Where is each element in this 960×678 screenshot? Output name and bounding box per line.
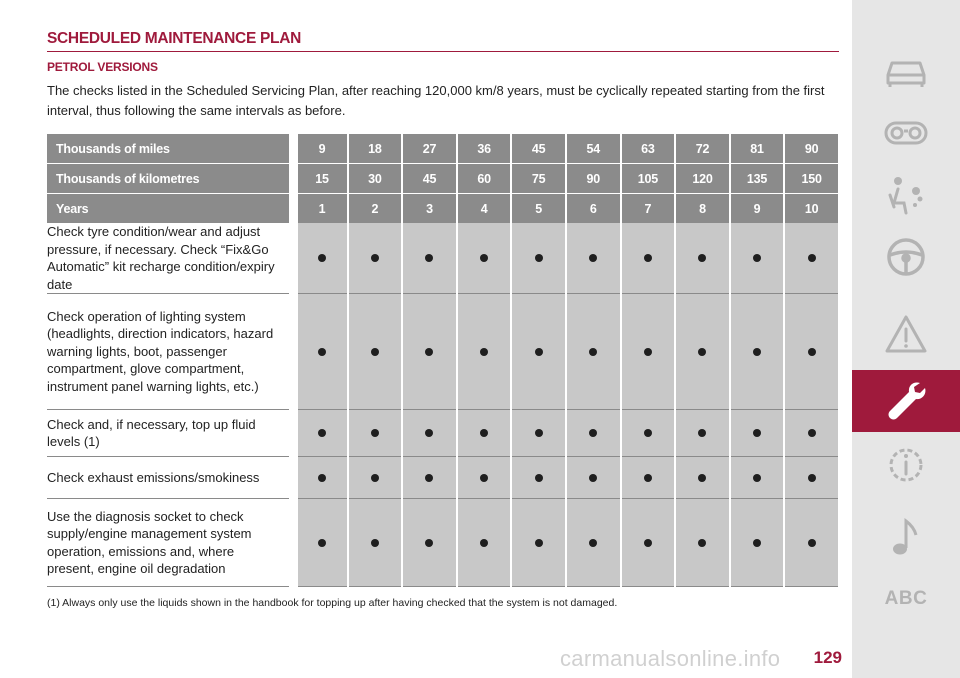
table-header-row	[47, 134, 839, 164]
check-dot-icon	[480, 539, 488, 547]
check-dot-icon	[535, 474, 543, 482]
check-cell	[402, 223, 457, 294]
check-cell	[675, 294, 730, 410]
watermark: carmanualsonline.info	[560, 646, 781, 671]
header-interval-value: 150	[784, 164, 839, 194]
check-dot-icon	[644, 254, 652, 262]
header-interval-value: 27	[402, 134, 457, 164]
header-interval-value: 105	[621, 164, 676, 194]
table-row	[47, 294, 839, 410]
header-interval-value: 90	[566, 164, 621, 194]
header-interval-value: 45	[511, 134, 566, 164]
header-interval-value: 3	[402, 194, 457, 224]
header-interval-value: 2	[348, 194, 403, 224]
check-dot-icon	[318, 348, 326, 356]
table-row	[47, 223, 839, 294]
check-cell	[566, 223, 621, 294]
check-dot-icon	[644, 429, 652, 437]
check-dot-icon	[535, 254, 543, 262]
check-dot-icon	[589, 254, 597, 262]
chapter-sidebar	[852, 0, 960, 678]
check-dot-icon	[698, 539, 706, 547]
header-interval-value: 30	[348, 164, 403, 194]
header-row-label: Thousands of kilometres	[47, 164, 293, 194]
check-dot-icon	[753, 539, 761, 547]
page-title: SCHEDULED MAINTENANCE PLAN	[47, 30, 839, 52]
check-dot-icon	[318, 254, 326, 262]
steering-wheel-icon	[884, 235, 928, 279]
check-cell	[675, 410, 730, 457]
check-cell	[621, 457, 676, 499]
check-dot-icon	[698, 474, 706, 482]
check-cell	[348, 410, 403, 457]
check-dot-icon	[425, 539, 433, 547]
check-cell	[784, 294, 839, 410]
header-interval-value: 15	[293, 164, 348, 194]
check-dot-icon	[753, 429, 761, 437]
table-row	[47, 499, 839, 587]
header-interval-value: 7	[621, 194, 676, 224]
check-cell	[730, 457, 785, 499]
check-dot-icon	[425, 348, 433, 356]
check-cell	[293, 410, 348, 457]
check-cell	[293, 457, 348, 499]
header-interval-value: 9	[293, 134, 348, 164]
table-row	[47, 457, 839, 499]
header-interval-value: 6	[566, 194, 621, 224]
check-dot-icon	[644, 474, 652, 482]
check-cell	[730, 410, 785, 457]
check-cell	[511, 294, 566, 410]
check-dot-icon	[425, 474, 433, 482]
check-cell	[675, 499, 730, 587]
header-row-label: Thousands of miles	[47, 134, 293, 164]
check-cell	[511, 499, 566, 587]
header-row-label: Years	[47, 194, 293, 224]
check-cell	[402, 499, 457, 587]
info-gear-icon	[884, 443, 928, 487]
check-dot-icon	[425, 254, 433, 262]
sidebar-item-index[interactable]	[852, 568, 960, 630]
check-cell	[457, 410, 512, 457]
check-description: Check exhaust emissions/smokiness	[47, 457, 293, 499]
check-cell	[348, 223, 403, 294]
sidebar-item-emergency[interactable]	[852, 304, 960, 366]
header-interval-value: 54	[566, 134, 621, 164]
check-dot-icon	[480, 348, 488, 356]
table-row	[47, 410, 839, 457]
check-dot-icon	[371, 254, 379, 262]
check-cell	[511, 410, 566, 457]
sidebar-item-technical-data[interactable]	[852, 434, 960, 496]
check-dot-icon	[753, 254, 761, 262]
header-interval-value: 18	[348, 134, 403, 164]
check-dot-icon	[589, 474, 597, 482]
check-cell	[730, 223, 785, 294]
check-cell	[293, 294, 348, 410]
check-cell	[566, 294, 621, 410]
seat-airbag-icon	[884, 173, 928, 217]
check-cell	[784, 499, 839, 587]
check-dot-icon	[644, 539, 652, 547]
check-dot-icon	[753, 474, 761, 482]
check-dot-icon	[371, 539, 379, 547]
check-dot-icon	[535, 429, 543, 437]
sidebar-item-maintenance[interactable]	[852, 370, 960, 432]
check-dot-icon	[698, 429, 706, 437]
header-interval-value: 135	[730, 164, 785, 194]
check-dot-icon	[371, 429, 379, 437]
warning-triangle-icon	[884, 313, 928, 357]
header-interval-value: 120	[675, 164, 730, 194]
header-interval-value: 8	[675, 194, 730, 224]
check-cell	[348, 294, 403, 410]
wrench-icon	[884, 379, 928, 423]
check-description: Use the diagnosis socket to check supply/engine management system operation, emissions and, where present, engine oil degradation	[47, 499, 293, 587]
check-cell	[621, 410, 676, 457]
sidebar-item-safety[interactable]	[852, 164, 960, 226]
music-note-icon	[884, 515, 928, 559]
check-dot-icon	[318, 474, 326, 482]
check-cell	[402, 457, 457, 499]
check-cell	[566, 410, 621, 457]
intro-paragraph: The checks listed in the Scheduled Servicing Plan, after reaching 120,000 km/8 years, must be cyclically repeated starting from the first interval, thus following the same intervals as before.	[47, 83, 825, 118]
check-cell	[566, 457, 621, 499]
check-cell	[348, 457, 403, 499]
check-dot-icon	[535, 348, 543, 356]
check-description: Check and, if necessary, top up fluid levels (1)	[47, 410, 293, 457]
check-cell	[621, 499, 676, 587]
check-cell	[402, 294, 457, 410]
sidebar-item-multimedia[interactable]	[852, 506, 960, 568]
check-cell	[402, 410, 457, 457]
header-interval-value: 45	[402, 164, 457, 194]
check-description: Check tyre condition/wear and adjust pressure, if necessary. Check “Fix&Go Automatic” kit recharge condition/expiry date	[47, 223, 293, 294]
check-cell	[730, 499, 785, 587]
check-cell	[621, 294, 676, 410]
check-cell	[293, 499, 348, 587]
sidebar-item-dashboard[interactable]	[852, 102, 960, 164]
footnote: (1) Always only use the liquids shown in the handbook for topping up after having checked that the system is not damaged.	[47, 597, 618, 609]
check-cell	[675, 223, 730, 294]
header-interval-value: 81	[730, 134, 785, 164]
check-cell	[457, 499, 512, 587]
car-icon	[884, 49, 928, 93]
table-header-row	[47, 164, 839, 194]
check-dot-icon	[318, 539, 326, 547]
check-cell	[457, 223, 512, 294]
header-interval-value: 4	[457, 194, 512, 224]
check-dot-icon	[480, 254, 488, 262]
check-dot-icon	[480, 429, 488, 437]
check-cell	[675, 457, 730, 499]
check-dot-icon	[318, 429, 326, 437]
check-dot-icon	[698, 254, 706, 262]
check-cell	[784, 457, 839, 499]
check-dot-icon	[698, 348, 706, 356]
dashboard-gauges-icon	[884, 111, 928, 155]
abc-index-icon: ABC	[884, 588, 928, 609]
check-cell	[348, 499, 403, 587]
section-subtitle: PETROL VERSIONS	[47, 60, 158, 74]
header-interval-value: 60	[457, 164, 512, 194]
header-interval-value: 36	[457, 134, 512, 164]
table-header-row	[47, 194, 839, 224]
check-dot-icon	[644, 348, 652, 356]
check-cell	[730, 294, 785, 410]
header-interval-value: 90	[784, 134, 839, 164]
sidebar-item-car[interactable]	[852, 40, 960, 102]
check-dot-icon	[753, 348, 761, 356]
header-interval-value: 72	[675, 134, 730, 164]
check-dot-icon	[371, 348, 379, 356]
check-cell	[566, 499, 621, 587]
check-dot-icon	[808, 539, 816, 547]
sidebar-item-driving[interactable]	[852, 226, 960, 288]
check-dot-icon	[480, 474, 488, 482]
check-dot-icon	[535, 539, 543, 547]
header-interval-value: 5	[511, 194, 566, 224]
check-cell	[784, 223, 839, 294]
check-cell	[784, 410, 839, 457]
header-interval-value: 75	[511, 164, 566, 194]
check-cell	[511, 457, 566, 499]
check-cell	[621, 223, 676, 294]
header-interval-value: 63	[621, 134, 676, 164]
check-dot-icon	[589, 429, 597, 437]
check-dot-icon	[589, 539, 597, 547]
check-dot-icon	[589, 348, 597, 356]
header-interval-value: 9	[730, 194, 785, 224]
check-dot-icon	[371, 474, 379, 482]
check-dot-icon	[425, 429, 433, 437]
check-dot-icon	[808, 429, 816, 437]
maintenance-table	[47, 133, 840, 587]
header-interval-value: 1	[293, 194, 348, 224]
check-cell	[457, 294, 512, 410]
check-cell	[293, 223, 348, 294]
check-description: Check operation of lighting system (headlights, direction indicators, hazard warning lights, boot, passenger compartment, glove compartment, instrument panel warning lights, etc.)	[47, 294, 293, 410]
page-number: 129	[813, 648, 842, 667]
check-cell	[457, 457, 512, 499]
check-dot-icon	[808, 474, 816, 482]
check-cell	[511, 223, 566, 294]
header-interval-value: 10	[784, 194, 839, 224]
check-dot-icon	[808, 348, 816, 356]
check-dot-icon	[808, 254, 816, 262]
